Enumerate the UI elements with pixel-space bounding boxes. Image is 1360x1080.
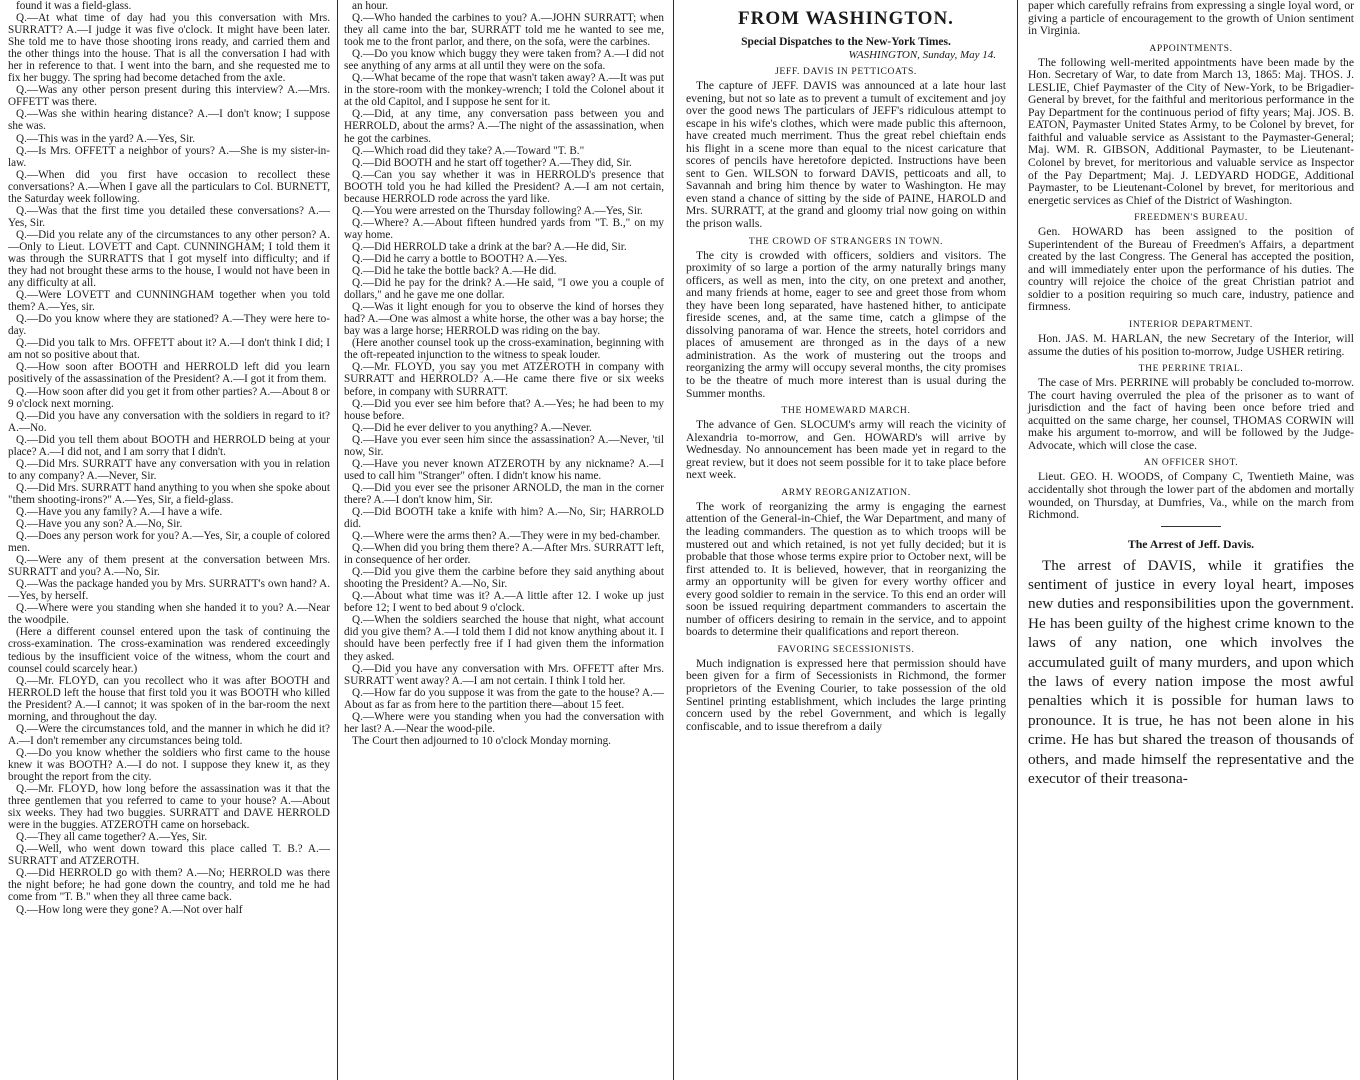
dateline: WASHINGTON, Sunday, May 14. bbox=[848, 49, 996, 61]
testimony-paragraph: Q.—They all came together? A.—Yes, Sir. bbox=[16, 831, 208, 844]
testimony-paragraph: Q.—Mr. FLOYD, you say you met ATZEROTH in company with SURRATT and HERROLD? A.—He came there five or six weeks before, in company with SURRATT. bbox=[344, 361, 664, 398]
section-body: The advance of Gen. SLOCUM's army will reach the vicinity of Alexandria to-morrow, and Gen. HOWARD's will arrive by Wednesday. No announcement has been made yet in regard to the great review, but it does not seem possible for it to take place before next week. bbox=[686, 418, 1006, 482]
section-body: The work of reorganizing the army is engaging the earnest attention of the General-in-Chief, the War Department, and many of the leading commanders. The question as to which troops will be mustered out and which retained, is not yet fully decided; but it is probable that those whose terms expire prior to October next, will be first attended to. It is believed, however, that in reorganizing the army an opportunity will be given for every worthy officer and every good soldier to remain in the service. To this end an order will soon be issued requiring department commanders to ascertain the number of officers desiring to remain in the service, and to appoint boards to determine their qualifications and report thereon. bbox=[686, 499, 1006, 639]
testimony-paragraph: Q.—Did he ever deliver to you anything? A.—Never. bbox=[352, 421, 592, 434]
section-body: paper which carefully refrains from expressing a single loyal word, or giving a particle of encouragement to the growth of Union sentiment in Virginia. bbox=[1028, 0, 1354, 38]
testimony-paragraph: Q.—Have you any son? A.—No, Sir. bbox=[16, 518, 183, 531]
testimony-paragraph: Q.—Can you say whether it was in HERROLD's presence that BOOTH told you he had killed the President? A.—I am not certain, because HERROLD rode across the yard like. bbox=[344, 168, 664, 205]
section-body: Gen. HOWARD has been assigned to the position of Superintendent of the Bureau of Freedmen's Affairs, a department created by the last Congress. The General has accepted the position, and will immediately enter upon the performance of his duties. The country will rejoice the choice of the great Christian patriot and soldier to a position requiring so much care, industry, patience and firmness. bbox=[1028, 225, 1354, 314]
testimony-paragraph: Q.—Was she within hearing distance? A.—I don't know; I suppose she was. bbox=[8, 108, 330, 133]
section-body: Lieut. GEO. H. WOODS, of Company C, Twentieth Maine, was accidentally shot through the lower part of the abdomen and mortally wounded, on Thursday, at Dumfries, Va., while on the march from Richmond. bbox=[1028, 470, 1354, 522]
testimony-paragraph: Q.—Have you any family? A.—I have a wife. bbox=[16, 505, 223, 518]
testimony-paragraph: The Court then adjourned to 10 o'clock Monday morning. bbox=[352, 734, 611, 747]
testimony-paragraph: Q.—This was in the yard? A.—Yes, Sir. bbox=[16, 132, 196, 145]
testimony-paragraph: Q.—Did he pay for the drink? A.—He said, "I owe you a couple of dollars," and he gave me one dollar. bbox=[344, 277, 664, 302]
testimony-paragraph: Q.—Did you give them the carbine before they said anything about shooting the President? A.—No, Sir. bbox=[344, 566, 664, 591]
appointments-column bbox=[1022, 0, 1360, 1080]
testimony-paragraph: Q.—How soon after did you get it from other parties? A.—About 8 or 9 o'clock next morning. bbox=[8, 385, 330, 410]
testimony-paragraph: Q.—Mr. FLOYD, can you recollect who it was after BOOTH and HERROLD left the house that first told you it was BOOTH who killed the President? A.—I cannot; it was spoken of in the bar-room the next morning, and throughout the day. bbox=[8, 674, 330, 723]
section-body: Much indignation is expressed here that permission should have been given for a firm of Secessionists in Richmond, the former proprietors of the Evening Courier, to take possession of the old Sentinel printing establishment, which includes the large printing concern used by the rebel Government, and which is legally confiscable, and to issue therefrom a daily bbox=[686, 656, 1006, 733]
section-title: THE HOMEWARD MARCH. bbox=[781, 405, 911, 417]
section-title: THE PERRINE TRIAL. bbox=[1138, 363, 1244, 375]
testimony-paragraph: Q.—Who handed the carbines to you? A.—JOHN SURRATT; when they all came into the bar, SURRATT told me he wanted to see me, took me to the front parlor, and there, on the sofa, were the carbines. bbox=[344, 12, 664, 49]
testimony-paragraph: Q.—Did BOOTH and he start off together? A.—They did, Sir. bbox=[352, 156, 632, 169]
testimony-paragraph: Q.—When did you first have occasion to recollect these conversations? A.—When I gave all the particulars to Col. BURNETT, the Saturday week following. bbox=[8, 168, 330, 205]
column-rule bbox=[673, 0, 674, 1080]
testimony-paragraph: Q.—Well, who went down toward this place called T. B.? A.—SURRATT and ATZEROTH. bbox=[8, 843, 330, 868]
testimony-paragraph: (Here another counsel took up the cross-examination, beginning with the oft-repeated injunction to the witness to speak louder. bbox=[344, 337, 664, 362]
testimony-paragraph: Q.—Did you have any conversation with the soldiers in regard to it? A.—No. bbox=[8, 409, 330, 434]
testimony-paragraph: Q.—Have you ever seen him since the assassination? A.—Never, 'til now, Sir. bbox=[344, 433, 664, 458]
testimony-paragraph: Q.—When the soldiers searched the house that night, what account did you give them? A.—I told them I did not know anything about it. I should have been perfectly free if I had given them the information they asked. bbox=[344, 614, 664, 663]
testimony-paragraph: Q.—Was that the first time you detailed these conversations? A.—Yes, Sir. bbox=[8, 204, 330, 229]
testimony-paragraph: Q.—Did Mrs. SURRATT have any conversation with you in relation to any company? A.—Never, Sir. bbox=[8, 457, 330, 482]
editorial-body: The arrest of DAVIS, while it gratifies the sentiment of justice in every loyal heart, imposes new duties and responsibilities upon the government. He has been guilty of the highest crime known to the laws of any nation, one which involves the accumulated guilt of many murders, and upon which the laws of every nation impose the most awful penalties which it is possible for human laws to pronounce. It is true, he has not been alone in his crime. He has but shared the treason of thousands of others, and made himself the representative and the executor of their treasona- bbox=[1028, 556, 1354, 788]
testimony-paragraph: Q.—You were arrested on the Thursday following? A.—Yes, Sir. bbox=[352, 204, 643, 217]
headline-from-washington: FROM WASHINGTON. bbox=[738, 8, 954, 29]
testimony-paragraph: Q.—Was the package handed you by Mrs. SURRATT's own hand? A.—Yes, by herself. bbox=[8, 578, 330, 603]
testimony-column-1 bbox=[0, 0, 336, 1080]
testimony-paragraph: Q.—Have you never known ATZEROTH by any nickname? A.—I used to call him "Stranger" often. I didn't know his name. bbox=[344, 457, 664, 482]
testimony-paragraph: Q.—Did, at any time, any conversation pass between you and HERROLD, about the arms? A.—The night of the assassination, when he got the carbines. bbox=[344, 108, 664, 145]
testimony-paragraph: Q.—How far do you suppose it was from the gate to the house? A.—About as far as from here to the partition there—about 15 feet. bbox=[344, 686, 664, 711]
testimony-paragraph: an hour. bbox=[352, 0, 389, 12]
testimony-paragraph: Q.—Where were you standing when you had the conversation with her last? A.—Near the wood-pile. bbox=[344, 710, 664, 735]
testimony-paragraph: (Here a different counsel entered upon the task of continuing the cross-examination. The cross-examination was rendered exceedingly tedious by the insufficient voice of the witness, whom the court and counsel could scarcely hear.) bbox=[8, 626, 330, 675]
section-body: Hon. JAS. M. HARLAN, the new Secretary of the Interior, will assume the duties of his position to-morrow, Judge USHER retiring. bbox=[1028, 332, 1354, 358]
testimony-paragraph: Q.—At what time of day had you this conversation with Mrs. SURRATT? A.—I judge it was five o'clock. It might have been later. She told me to have those shooting irons ready, and carried them and the other things into the house. That is all the conversation I had with her in reference to that. I went into the barn, and she requested me to fix her buggy. The spring had become detached from the axle. bbox=[8, 12, 330, 85]
testimony-paragraph: Q.—Where were the arms then? A.—They were in my bed-chamber. bbox=[352, 530, 661, 543]
testimony-column-2 bbox=[340, 0, 670, 1080]
testimony-paragraph: Q.—When did you bring them there? A.—After Mrs. SURRATT left, in consequence of her order. bbox=[344, 542, 664, 567]
testimony-paragraph: Q.—Were the circumstances told, and the manner in which he did it? A.—I don't remember any circumstances being told. bbox=[8, 722, 330, 747]
section-body: The capture of JEFF. DAVIS was announced at a late hour last evening, but not so late as to prevent a tumult of excitement and joy over the good news The particulars of JEFF's ridiculous attempt to escape in his wife's clothes, which were made public this afternoon, have created much merriment. Thus the great rebel chieftain ends his flight in a scene more than equal to the nicest caricature that scores of pencils have heretofore depicted. Instructions have been sent to Gen. WILSON to forward DAVIS, petticoats and all, to Savannah and bring him thence by water to Washington. He may even stand a chance of sitting by the side of PAINE, HAROLD and Mrs. SURRATT, at the grand and gloomy trial now going on within the prison walls. bbox=[686, 79, 1006, 231]
subhead-special-dispatches: Special Dispatches to the New-York Times. bbox=[741, 36, 951, 48]
section-title: JEFF. DAVIS IN PETTICOATS. bbox=[775, 66, 917, 77]
section-title: FAVORING SECESSIONISTS. bbox=[777, 643, 915, 655]
testimony-paragraph: Q.—Which road did they take? A.—Toward "T. B." bbox=[352, 144, 585, 157]
section-body: The city is crowded with officers, soldiers and visitors. The proximity of so large a portion of the army naturally brings many officers, as well as men, into the city, on one pretext and another, and many friends at home, eager to see and greet those from whom they have been long separated, have hastened hither, to anticipate fireside scenes, and, at the same time, catch a glimpse of the dissolving panorama of war. Hence the streets, hotel corridors and places of amusement are thronged as in the days of a new administration. As the work of mustering out the troops and reorganizing the army will occupy several months, the city promises to be the theatre of much more interest than is usual during the Summer months. bbox=[686, 248, 1006, 400]
testimony-paragraph: Q.—Was it light enough for you to observe the kind of horses they had? A.—One was almost a white horse, the other was a bay horse; the bay was a large horse; HERROLD was riding on the bay. bbox=[344, 301, 664, 338]
testimony-paragraph: Q.—Did BOOTH take a knife with him? A.—No, Sir; HARROLD did. bbox=[344, 505, 664, 531]
section-title: ARMY REORGANIZATION. bbox=[781, 486, 911, 498]
testimony-paragraph: Q.—Do you know whether the soldiers who first came to the house knew it was BOOTH? A.—I do not. I suppose they knew it, as they brought the report from the city. bbox=[8, 746, 330, 783]
section-title: APPOINTMENTS. bbox=[1149, 42, 1233, 54]
section-title: THE CROWD OF STRANGERS IN TOWN. bbox=[748, 235, 944, 247]
testimony-paragraph: Q.—Where were you standing when she handed it to you? A.—Near the woodpile. bbox=[8, 602, 330, 627]
section-title: FREEDMEN'S BUREAU. bbox=[1134, 212, 1248, 224]
testimony-paragraph: Q.—About what time was it? A.—A little after 12. I woke up just before 12; I went to bed about 9 o'clock. bbox=[344, 590, 664, 615]
testimony-paragraph: Q.—Were any of them present at the conversation between Mrs. SURRATT and you? A.—No, Sir. bbox=[8, 554, 330, 579]
editorial-title: The Arrest of Jeff. Davis. bbox=[1127, 536, 1255, 551]
testimony-paragraph: Q.—Does any person work for you? A.—Yes, Sir, a couple of colored men. bbox=[8, 530, 330, 555]
testimony-paragraph: Q.—Is Mrs. OFFETT a neighbor of yours? A.—She is my sister-in-law. bbox=[8, 144, 330, 169]
testimony-paragraph: Q.—Did you tell them about BOOTH and HERROLD being at your place? A.—I did not, and I am sorry that I didn't. bbox=[8, 433, 330, 458]
section-title: AN OFFICER SHOT. bbox=[1143, 457, 1239, 469]
testimony-paragraph: Q.—What became of the rope that wasn't taken away? A.—It was put in the store-room with the monkey-wrench; I told the Colonel about it at the old Capitol, and I suppose he sent for it. bbox=[344, 72, 664, 109]
testimony-paragraph: Q.—Do you know where they are stationed? A.—They were here to-day. bbox=[8, 313, 330, 338]
testimony-paragraph: Q.—Did you relate any of the circumstances to any other person? A.—Only to Lieut. LOVETT and Capt. CUNNINGHAM; I told them it was through the SURRATTS that I got myself into difficulty; and if they had not brought these arms to the house, I would not have been in any difficulty at all. bbox=[8, 228, 330, 290]
washington-column bbox=[680, 0, 1014, 1080]
testimony-paragraph: Q.—Where? A.—About fifteen hundred yards from "T. B.," on my way home. bbox=[344, 216, 664, 241]
testimony-paragraph: Q.—Did he take the bottle back? A.—He did. bbox=[352, 265, 557, 278]
testimony-paragraph: Q.—Did you talk to Mrs. OFFETT about it? A.—I don't think I did; I am not so positive about that. bbox=[8, 337, 330, 362]
testimony-paragraph: Q.—How soon after BOOTH and HERROLD left did you learn positively of the assassination of the President? A.—I got it from them. bbox=[8, 361, 330, 386]
section-title: INTERIOR DEPARTMENT. bbox=[1129, 319, 1253, 331]
testimony-paragraph: Q.—Do you know which buggy they were taken from? A.—I did not see anything of any arms at all until they were on the sofa. bbox=[344, 48, 664, 73]
testimony-paragraph: Q.—Were LOVETT and CUNNINGHAM together when you told them? A.—Yes, sir. bbox=[8, 289, 330, 314]
testimony-paragraph: Q.—Did you ever see the prisoner ARNOLD, the man in the corner there? A.—I don't know him, Sir. bbox=[344, 481, 664, 506]
section-body: The following well-merited appointments have been made by the Hon. Secretary of War, to date from March 13, 1865: Maj. THOS. J. LESLIE, Chief Paymaster of the City of New-York, to be Brigadier-General by brevet, for the faithful and meritorious performance in the Pay Department for the continuous period of fifty years; Maj. JOS. B. EATON, Paymaster United States Army, to be Colonel by brevet, for faithful and valuable service as Assistant to the Paymaster-General; Maj. WM. R. GIBSON, Additional Paymaster, to be Lieutenant-Colonel by brevet, for meritorious and valuable service as Inspector of the Pay Department; Maj. J. LEDYARD HODGE, Additional Paymaster, to be Lieutenant-Colonel by brevet, for meritorious and energetic services as Chief of the District of Washington. bbox=[1028, 55, 1354, 207]
testimony-paragraph: Q.—Mr. FLOYD, how long before the assassination was it that the three gentlemen that you referred to came to your house? A.—About six weeks. They had two buggies. SURRATT and DAVE HERROLD were in the buggies. ATZEROTH came on horseback. bbox=[8, 783, 330, 832]
column-rule bbox=[1017, 0, 1018, 1080]
section-divider bbox=[1161, 526, 1221, 527]
column-rule bbox=[337, 0, 338, 1080]
testimony-paragraph: Q.—How long were they gone? A.—Not over half bbox=[16, 903, 243, 916]
testimony-paragraph: Q.—Did you have any conversation with Mrs. OFFETT after Mrs. SURRATT went away? A.—I am not certain. I think I told her. bbox=[344, 662, 664, 687]
testimony-paragraph: found it was a field-glass. bbox=[16, 0, 132, 12]
testimony-paragraph: Q.—Did HERROLD take a drink at the bar? A.—He did, Sir. bbox=[352, 240, 627, 253]
testimony-paragraph: Q.—Was any other person present during this interview? A.—Mrs. OFFETT was there. bbox=[8, 84, 330, 109]
testimony-paragraph: Q.—Did HERROLD go with them? A.—No; HERROLD was there the night before; he had gone down the country, and told me he had come from "T. B." when they all three came back. bbox=[8, 867, 330, 904]
testimony-paragraph: Q.—Did he carry a bottle to BOOTH? A.—Yes. bbox=[352, 252, 568, 265]
testimony-paragraph: Q.—Did you ever see him before that? A.—Yes; he had been to my house before. bbox=[344, 397, 664, 422]
section-body: The case of Mrs. PERRINE will probably be concluded to-morrow. The court having overruled the plea of the prisoner as to want of jurisdiction and the fact of having been once before tried and acquitted on the same charge, her counsel, THOMAS CORWIN will make his argument to-morrow, and will be followed by the Judge-Advocate, which will close the case. bbox=[1028, 376, 1354, 452]
testimony-paragraph: Q.—Did Mrs. SURRATT hand anything to you when she spoke about "them shooting-irons?" A.—Yes, Sir, a field-glass. bbox=[8, 481, 330, 506]
